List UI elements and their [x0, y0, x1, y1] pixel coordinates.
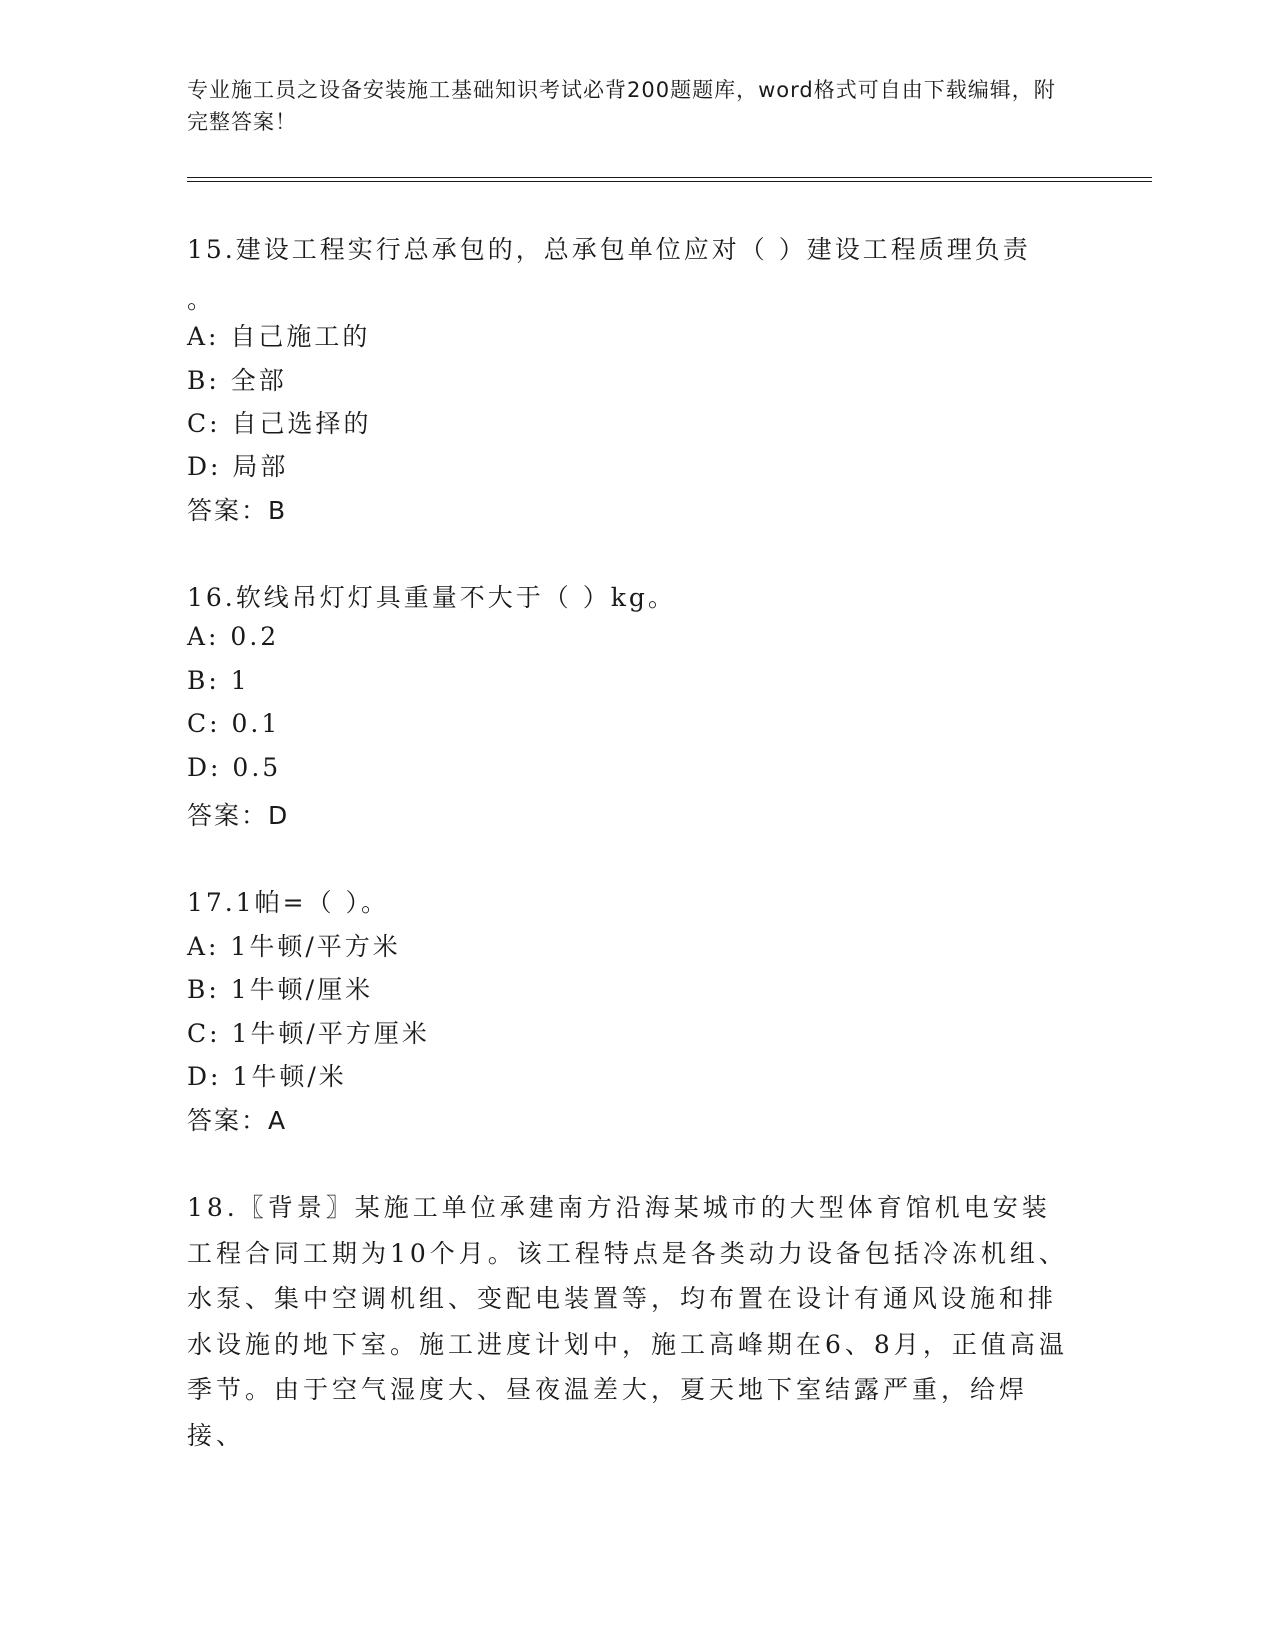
question-17-option-a: A: 1牛顿/平方米: [187, 932, 401, 961]
question-16-stem: 16.软线吊灯灯具重量不大于（ ）kg。: [187, 583, 676, 612]
question-15-option-c: C: 自己选择的: [187, 409, 372, 438]
question-15-option-b: B: 全部: [187, 366, 287, 395]
header-divider-bottom: [187, 181, 1152, 182]
question-17-stem: 17.1帕=（ ）。: [187, 888, 390, 917]
question-17-answer: 答案：A: [187, 1106, 288, 1135]
question-15-stem-continued: 。: [187, 285, 216, 314]
question-16-option-b: B: 1: [187, 666, 250, 695]
question-18-paragraph: 18.〖背景〗某施工单位承建南方沿海某城市的大型体育馆机电安装工程合同工期为10个月。该工程特点是各类动力设备包括冷冻机组、水泵、集中空调机组、变配电装置等，均布置在设计有通风设施和排水设施的地下室。施工进度计划中，施工高峰期在6、8月，正值高温季节。由于空气湿度大、昼夜温差大，夏天地下室结露严重，给焊接、: [187, 1193, 1068, 1450]
question-16-option-c: C: 0.1: [187, 709, 281, 738]
question-17-option-b: B: 1牛顿/厘米: [187, 975, 374, 1004]
question-15-option-a: A: 自己施工的: [187, 322, 371, 351]
question-15-stem: 15.建设工程实行总承包的，总承包单位应对（ ）建设工程质理负责: [187, 235, 1031, 264]
question-17-option-c: C: 1牛顿/平方厘米: [187, 1019, 430, 1048]
question-15-option-d: D: 局部: [187, 452, 289, 481]
question-16-option-a: A: 0.2: [187, 622, 280, 651]
question-17-option-d: D: 1牛顿/米: [187, 1062, 347, 1091]
page-header-title: 专业施工员之设备安装施工基础知识考试必背200题题库，word格式可自由下载编辑，附完整答案！: [187, 78, 1056, 134]
question-16-option-d: D: 0.5: [187, 753, 282, 782]
question-16-answer: 答案：D: [187, 801, 290, 830]
header-divider-top: [187, 177, 1152, 178]
question-15-answer: 答案：B: [187, 496, 288, 525]
